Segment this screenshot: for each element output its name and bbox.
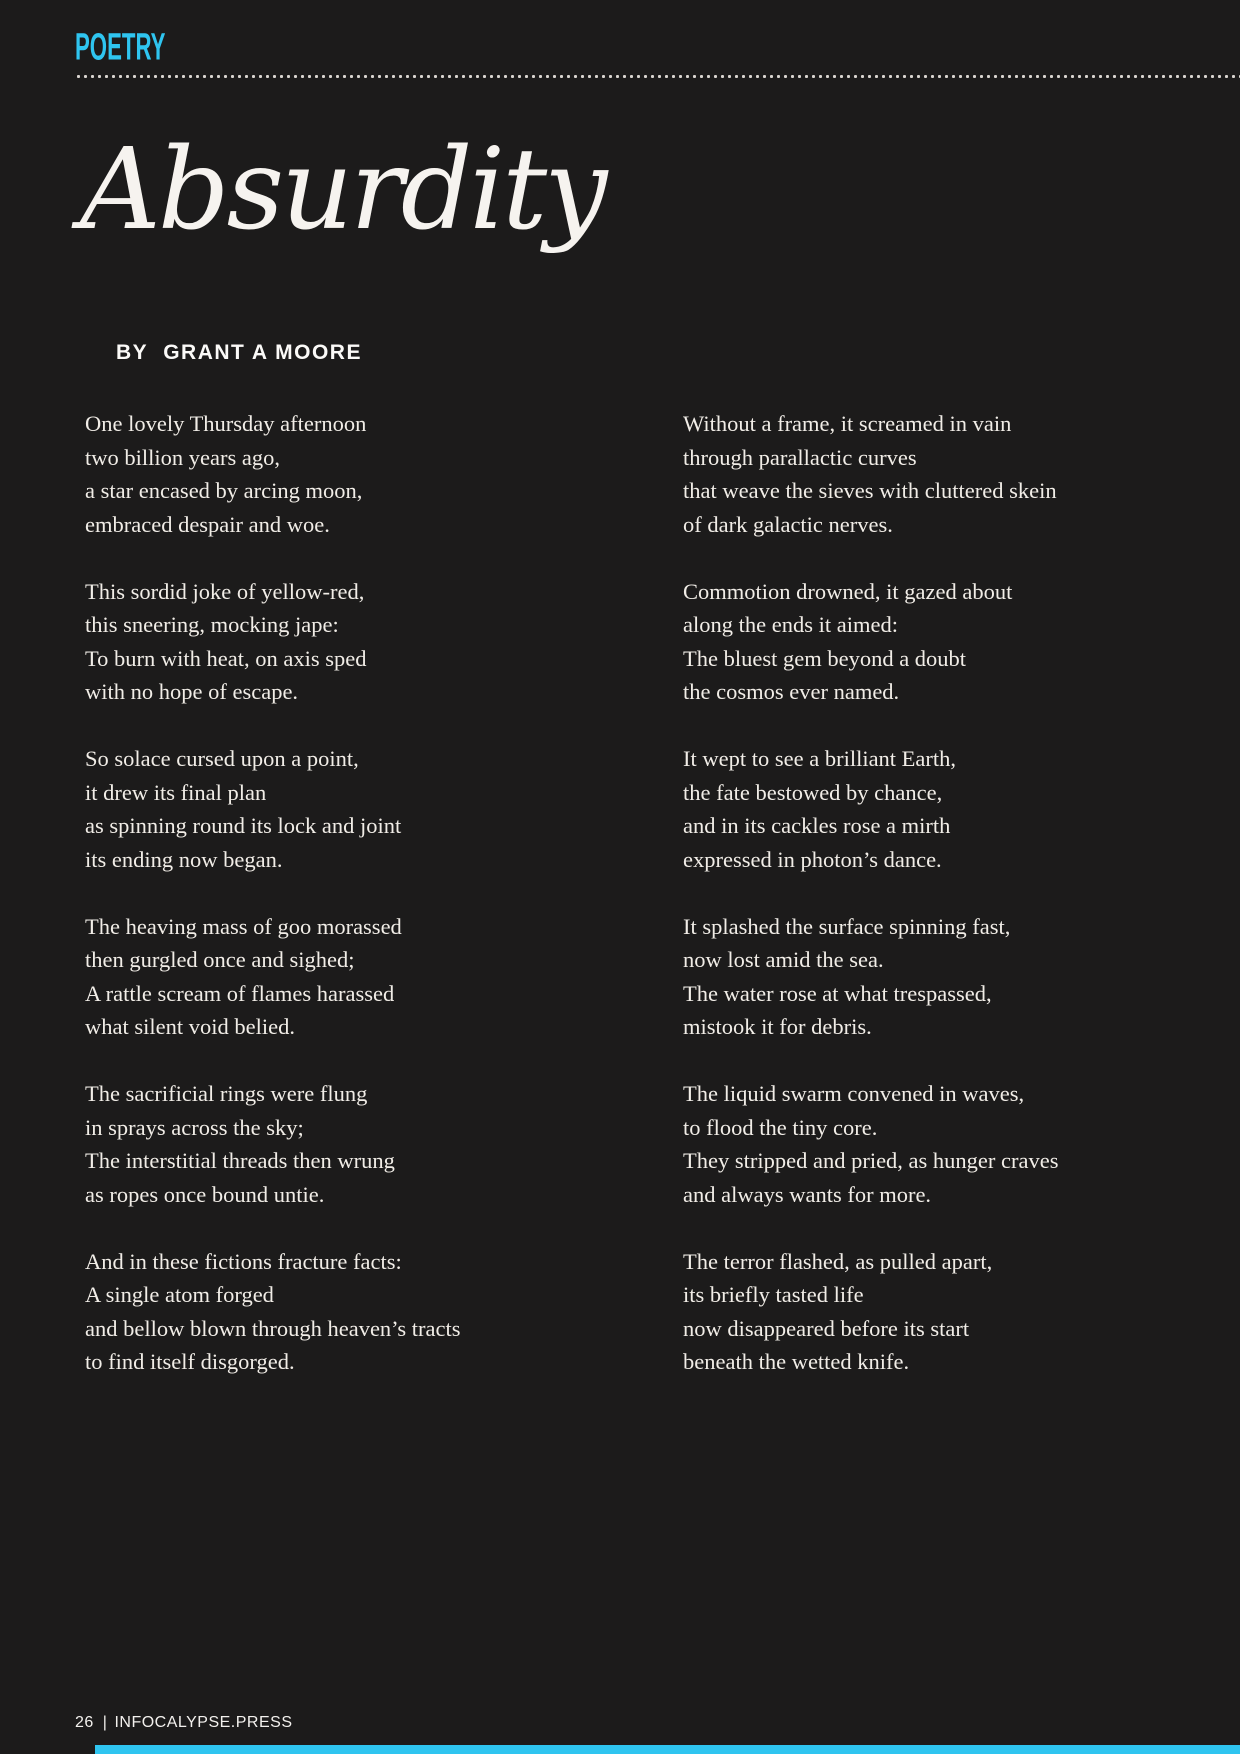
poem-line: through parallactic curves [683, 444, 917, 470]
poem-line: of dark galactic nerves. [683, 511, 893, 537]
poem-line: the cosmos ever named. [683, 679, 900, 704]
stanza [85, 742, 461, 876]
poem-line: with no hope of escape. [85, 679, 299, 704]
poem-line: The interstitial threads then wrung [85, 1148, 395, 1173]
poem-line: as spinning round its lock and joint [85, 813, 402, 838]
footer-accent-bar [95, 1745, 1240, 1754]
section-label: POETRY [75, 25, 166, 68]
author-name: GRANT A MOORE [163, 341, 362, 364]
stanza [85, 1077, 461, 1211]
poem-line: It splashed the surface spinning fast, [683, 913, 1011, 939]
page-number: 26 [75, 1714, 94, 1731]
poem-line: It wept to see a brilliant Earth, [683, 746, 957, 771]
poem-line: this sneering, mocking jape: [85, 612, 339, 637]
poem-line: now lost amid the sea. [683, 947, 884, 972]
poem-line: and always wants for more. [683, 1181, 932, 1207]
poem-line: to flood the tiny core. [683, 1114, 878, 1140]
poem-line: its ending now began. [85, 846, 283, 872]
poem-line: Commotion drowned, it gazed about [683, 578, 1013, 604]
poem-line: The liquid swarm convened in waves, [683, 1081, 1025, 1106]
stanza [85, 1245, 461, 1379]
poem-column-right [683, 407, 1059, 1412]
poem-line: along the ends it aimed: [683, 612, 898, 637]
poem-line: To burn with heat, on axis sped [85, 645, 367, 671]
poem-line: now disappeared before its start [683, 1315, 970, 1341]
poem-line: its briefly tasted life [683, 1282, 864, 1307]
stanza [683, 1077, 1059, 1211]
poem-line: They stripped and pried, as hunger craves [683, 1148, 1059, 1173]
stanza [85, 910, 461, 1044]
poem-line: expressed in photon’s dance. [683, 846, 942, 872]
poem-line: The heaving mass of goo morassed [85, 913, 402, 939]
poem-line: The terror flashed, as pulled apart, [683, 1248, 993, 1274]
poem-line: that weave the sieves with cluttered skein [683, 478, 1057, 503]
poem-line: A single atom forged [85, 1282, 274, 1307]
poem-line: and in its cackles rose a mirth [683, 813, 951, 838]
publication-name: INFOCALYPSE.PRESS [114, 1714, 293, 1731]
poem-line: as ropes once bound untie. [85, 1181, 325, 1207]
poem-line: and bellow blown through heaven’s tracts [85, 1315, 461, 1341]
stanza [683, 910, 1059, 1044]
section-divider [75, 74, 1240, 79]
poem-title: Absurdity [80, 125, 605, 255]
poem-line: Without a frame, it screamed in vain [683, 411, 1012, 436]
stanza [683, 742, 1059, 876]
stanza [683, 407, 1059, 541]
poem-line: So solace cursed upon a point, [85, 746, 359, 771]
poem-line: The bluest gem beyond a doubt [683, 645, 967, 671]
poem-line: what silent void belied. [85, 1014, 295, 1039]
stanza [683, 1245, 1059, 1379]
poem-line: The sacrificial rings were flung [85, 1081, 368, 1106]
poem-line: in sprays across the sky; [85, 1114, 304, 1140]
byline [116, 341, 362, 365]
poem-line: to find itself disgorged. [85, 1349, 295, 1374]
byline-prefix: BY [116, 341, 149, 364]
poem-line: it drew its final plan [85, 779, 267, 805]
poem-line: A rattle scream of flames harassed [85, 980, 395, 1006]
poem-line: two billion years ago, [85, 444, 280, 470]
poem-line: mistook it for debris. [683, 1014, 872, 1039]
poem-line: This sordid joke of yellow-red, [85, 578, 365, 604]
poem-line: The water rose at what trespassed, [683, 980, 992, 1006]
poem-line: One lovely Thursday afternoon [85, 411, 367, 436]
poem-line: embraced despair and woe. [85, 511, 330, 537]
poem-line: beneath the wetted knife. [683, 1349, 910, 1374]
poem-line: a star encased by arcing moon, [85, 478, 363, 503]
poem-line: then gurgled once and sighed; [85, 947, 355, 972]
poem-line: the fate bestowed by chance, [683, 779, 943, 805]
poem-column-left [85, 407, 461, 1412]
page-footer [75, 1714, 292, 1732]
stanza [85, 407, 461, 541]
stanza [683, 575, 1059, 709]
stanza [85, 575, 461, 709]
poem-line: And in these fictions fracture facts: [85, 1248, 402, 1274]
footer-separator: | [102, 1714, 108, 1731]
